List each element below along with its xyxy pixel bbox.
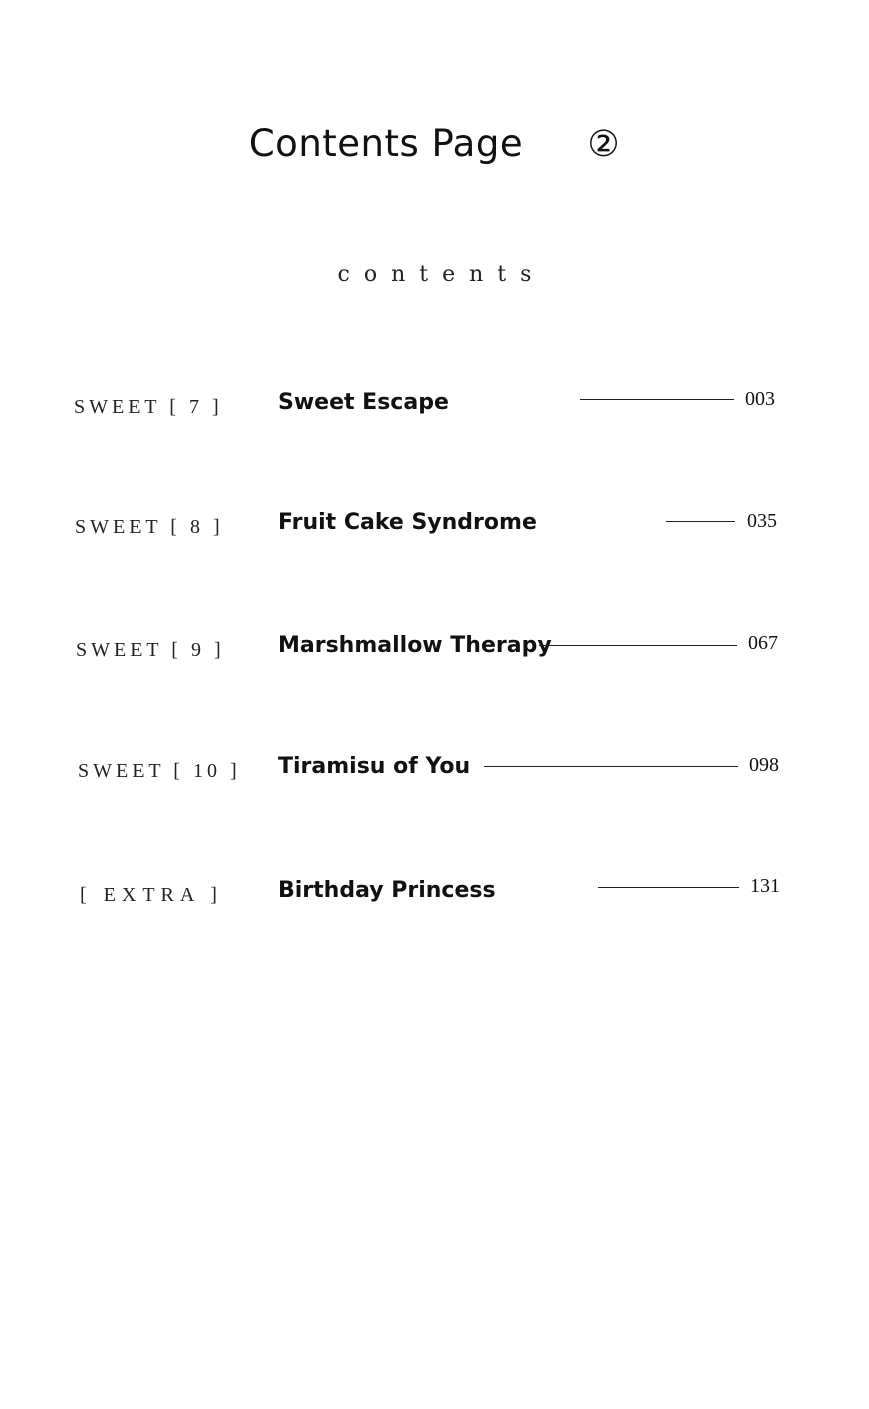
leader-line — [580, 399, 734, 400]
toc-entry[interactable] — [0, 754, 869, 794]
chapter-label: SWEET [ 8 ] — [75, 516, 224, 538]
chapter-title: Sweet Escape — [278, 390, 449, 415]
volume-number: ② — [587, 124, 621, 165]
chapter-title: Marshmallow Therapy — [278, 633, 552, 658]
page-number: 131 — [750, 875, 780, 897]
leader-line — [666, 521, 735, 522]
title-text: Contents Page — [248, 122, 524, 165]
chapter-label: SWEET [ 10 ] — [78, 760, 241, 782]
toc-entry[interactable] — [0, 510, 869, 550]
page-number: 067 — [748, 632, 778, 654]
leader-line — [598, 887, 739, 888]
chapter-title: Fruit Cake Syndrome — [278, 510, 537, 535]
toc-entry[interactable] — [0, 875, 869, 918]
chapter-label: [ EXTRA ] — [80, 884, 223, 906]
toc-entry[interactable] — [0, 390, 869, 430]
leader-line — [484, 766, 738, 767]
contents-subtitle: contents — [337, 262, 546, 287]
leader-line — [539, 645, 737, 646]
page-title — [0, 122, 869, 165]
chapter-label: SWEET [ 7 ] — [74, 396, 223, 418]
chapter-label: SWEET [ 9 ] — [76, 639, 225, 661]
page-number: 035 — [747, 510, 777, 532]
toc-entry[interactable] — [0, 633, 869, 673]
page-number: 003 — [745, 388, 775, 410]
page-number: 098 — [749, 754, 779, 776]
chapter-title: Birthday Princess — [278, 878, 496, 903]
chapter-title: Tiramisu of You — [278, 754, 471, 779]
